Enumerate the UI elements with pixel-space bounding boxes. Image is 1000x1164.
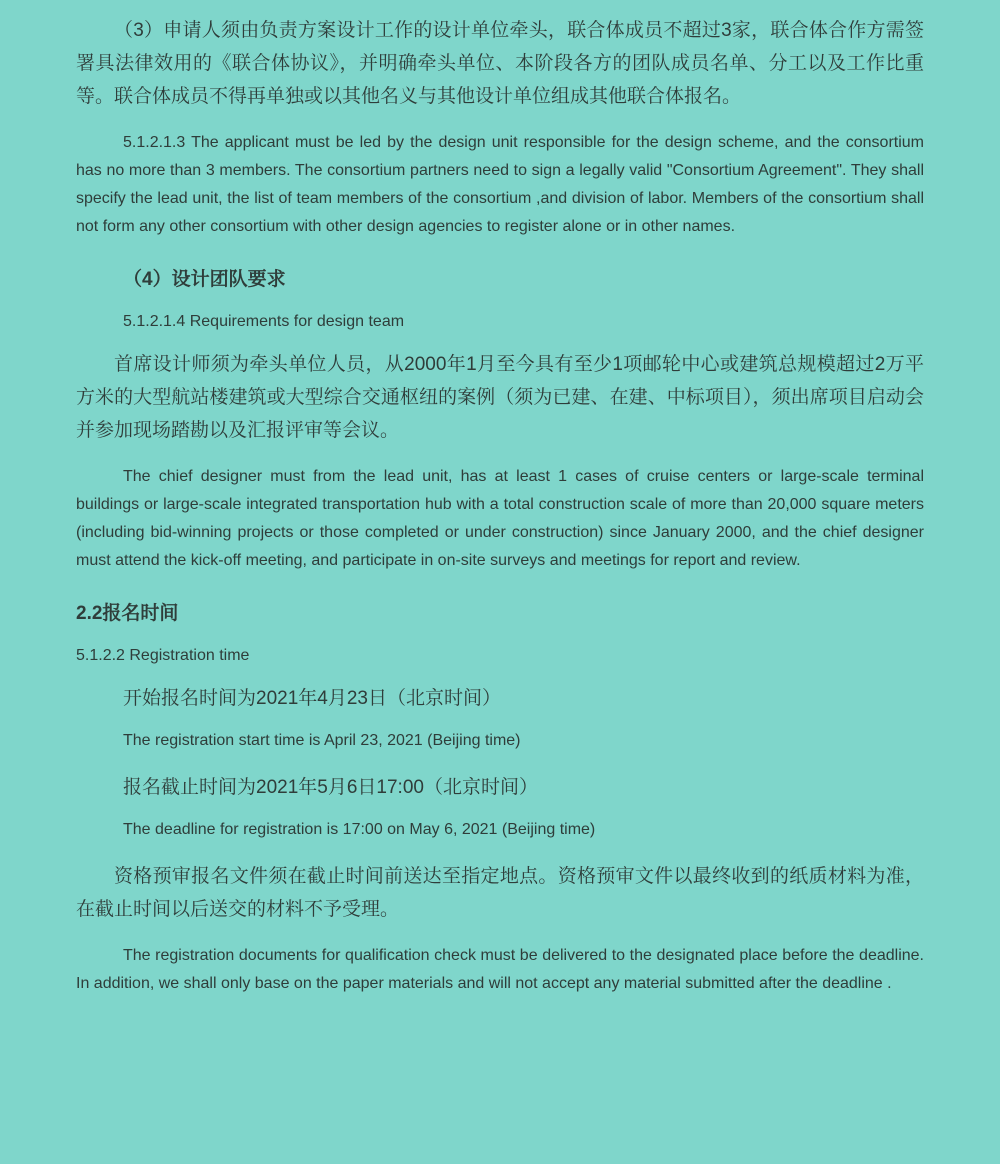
registration-deadline-en: The deadline for registration is 17:00 on May 6, 2021 (Beijing time) <box>123 821 596 838</box>
registration-start-cn: 开始报名时间为2021年4月23日（北京时间） <box>123 688 501 709</box>
documents-paragraph-cn: 资格预审报名文件须在截止时间前送达至指定地点。资格预审文件以最终收到的纸质材料为准，在截止时间以后送交的材料不予受理。 <box>76 866 924 920</box>
chief-designer-paragraph-cn: 首席设计师须为牵头单位人员，从2000年1月至今具有至少1项邮轮中心或建筑总规模超过2万平方米的大型航站楼建筑或大型综合交通枢纽的案例（须为已建、在建、中标项目），须出席项目启动会并参加现场踏勘以及汇报评审等会议。 <box>76 354 924 441</box>
documents-paragraph-en: The registration documents for qualification check must be delivered to the designated place before the deadline. In addition, we shall only base on the paper materials and will not accept any material submitted after the deadline . <box>76 947 924 992</box>
team-heading-cn: （4）设计团队要求 <box>123 269 286 290</box>
registration-start-en: The registration start time is April 23, 2021 (Beijing time) <box>123 732 521 749</box>
registration-heading-cn: 2.2报名时间 <box>76 603 179 624</box>
chief-designer-paragraph-en: The chief designer must from the lead unit, has at least 1 cases of cruise centers or large-scale terminal buildings or large-scale integrated transportation hub with a total construction scale of more than 20,000 square meters (including bid-winning projects or those completed or under construction) since January 2000, and the chief designer must attend the kick-off meeting, and participate in on-site surveys and meetings for report and review. <box>76 468 924 569</box>
team-heading-en: 5.1.2.1.4 Requirements for design team <box>123 313 405 330</box>
consortium-paragraph-en: 5.1.2.1.3 The applicant must be led by the design unit responsible for the design scheme, and the consortium has no more than 3 members. The consortium partners need to sign a legally valid "Consortium Agreement". They shall specify the lead unit, the list of team members of the consortium ,and division of labor. Members of the consortium shall not form any other consortium with other design agencies to register alone or in other names. <box>76 134 924 235</box>
registration-deadline-cn: 报名截止时间为2021年5月6日17:00（北京时间） <box>123 777 538 798</box>
consortium-paragraph-cn: （3）申请人须由负责方案设计工作的设计单位牵头，联合体成员不超过3家，联合体合作方需签署具法律效用的《联合体协议》，并明确牵头单位、本阶段各方的团队成员名单、分工以及工作比重等。联合体成员不得再单独或以其他名义与其他设计单位组成其他联合体报名。 <box>76 20 924 107</box>
registration-heading-en: 5.1.2.2 Registration time <box>76 647 250 664</box>
